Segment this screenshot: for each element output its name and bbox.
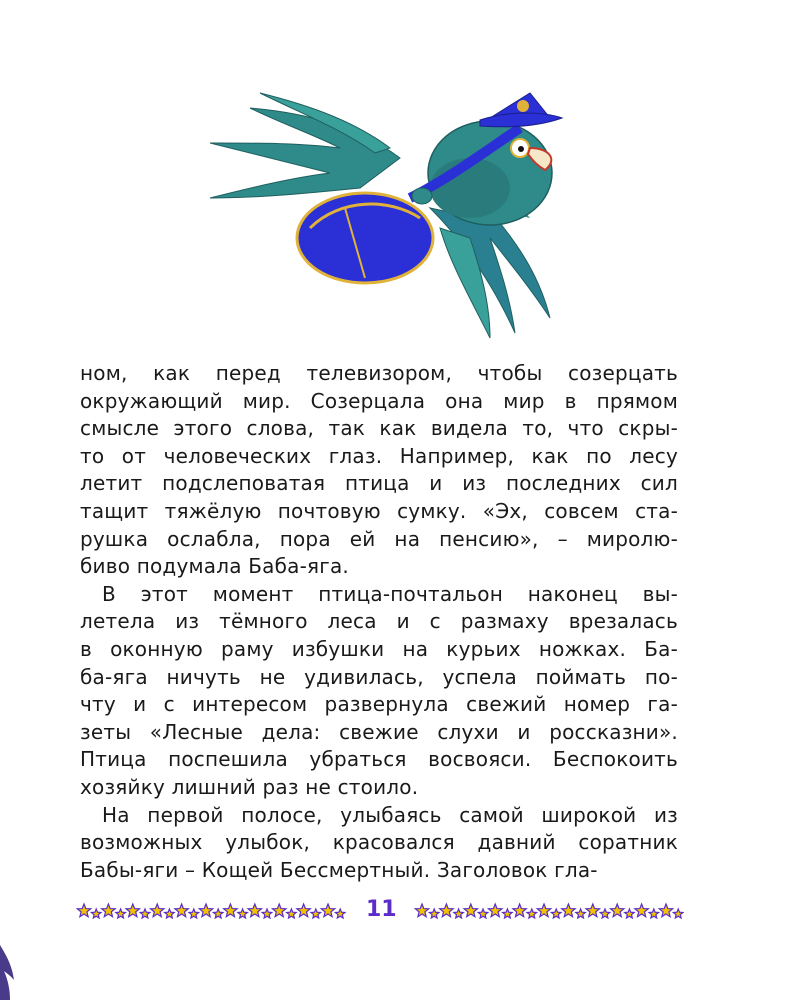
star-icon (527, 909, 537, 918)
star-icon (673, 909, 683, 918)
star-icon (248, 904, 261, 917)
text-line: возможных улыбок, красовался давний соратник (80, 830, 678, 855)
text-line: Бабы-яги – Кощей Бессмертный. Заголовок гла- (80, 857, 598, 882)
star-icon (102, 904, 115, 917)
star-icon (321, 904, 334, 917)
left-wing (210, 93, 400, 198)
star-icon (489, 904, 502, 917)
star-icon (503, 909, 513, 918)
text-line: В этот момент птица-почтальон наконец вы- (102, 581, 678, 606)
star-icon (77, 904, 90, 917)
star-icon (537, 904, 550, 917)
star-icon (625, 909, 635, 918)
postman-hat (480, 93, 562, 127)
star-icon (273, 904, 286, 917)
star-icon (213, 909, 223, 918)
star-icon (513, 904, 526, 917)
corner-plant-decoration (0, 935, 18, 1000)
text-line: в оконную раму избушки на курьих ножках. Ба- (80, 636, 678, 661)
text-line: На первой полосе, улыбаясь самой широкой из (102, 802, 678, 827)
lower-wing (430, 208, 550, 338)
mail-bag (297, 193, 433, 283)
star-icon (335, 909, 345, 918)
text-line: смысле этого слова, так как видела то, что скры- (80, 416, 678, 441)
page-footer (0, 894, 800, 928)
star-icon (464, 904, 477, 917)
star-icon (576, 909, 586, 918)
text-line: рушка ослабла, пора ей на пенсию», – миролю- (80, 526, 678, 551)
text-line: ном, как перед телевизором, чтобы созерцать (80, 361, 678, 385)
star-icon (175, 904, 188, 917)
text-line: то от человеческих глаз. Например, как по лесу (80, 443, 678, 468)
text-line: зеты «Лесные дела: свежие слухи и россказни». (80, 719, 678, 744)
star-icon (415, 904, 428, 917)
star-icon (586, 904, 599, 917)
star-icon (165, 909, 175, 918)
text-line: чту и с интересом развернула свежий номер га- (80, 692, 678, 717)
star-icon (287, 909, 297, 918)
star-border-right (414, 902, 684, 922)
star-border-left (76, 902, 352, 922)
bird-postman-illustration (190, 88, 600, 350)
text-line: хозяйку лишний раз не стоило. (80, 774, 419, 799)
star-icon (635, 904, 648, 917)
star-icon (224, 904, 237, 917)
star-icon (116, 909, 126, 918)
star-icon (454, 909, 464, 918)
text-line: летит подслеповатая птица и из последних сил (80, 471, 678, 496)
text-line: тащит тяжёлую почтовую сумку. «Эх, совсем ста- (80, 498, 678, 523)
star-icon (562, 904, 575, 917)
text-line: окружающий мир. Созерцала она мир в прямом (80, 388, 678, 413)
star-icon (199, 904, 212, 917)
star-icon (238, 909, 248, 918)
star-icon (440, 904, 453, 917)
star-icon (151, 904, 164, 917)
star-icon (126, 904, 139, 917)
text-line: Птица поспешила убраться восвояси. Беспокоить (80, 747, 678, 772)
star-icon (429, 909, 439, 918)
page-number: 11 (366, 897, 397, 922)
star-icon (297, 904, 310, 917)
star-icon (611, 904, 624, 917)
star-icon (478, 909, 488, 918)
text-line: биво подумала Баба-яга. (80, 554, 349, 579)
text-line: летела из тёмного леса и с размаху врезалась (80, 609, 678, 634)
star-icon (91, 909, 101, 918)
star-icon (311, 909, 321, 918)
star-icon (140, 909, 150, 918)
star-icon (600, 909, 610, 918)
story-text (80, 360, 678, 884)
star-icon (262, 909, 272, 918)
star-icon (189, 909, 199, 918)
text-line: ба-яга ничуть не удивилась, успела поймать по- (80, 664, 678, 689)
star-icon (659, 904, 672, 917)
star-icon (649, 909, 659, 918)
star-icon (551, 909, 561, 918)
